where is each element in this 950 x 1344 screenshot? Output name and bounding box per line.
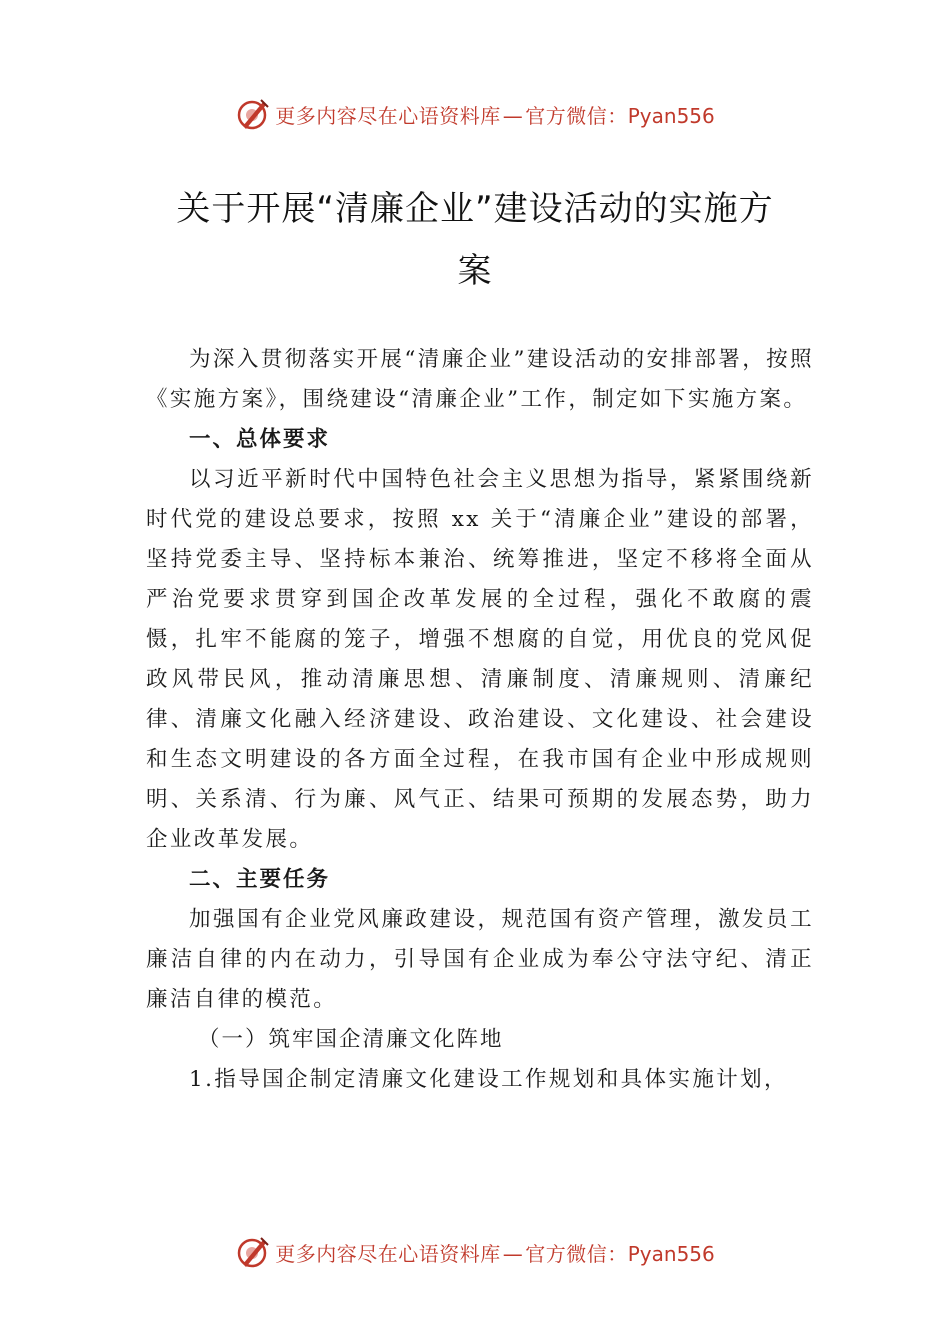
document-title-line-1: 关于开展“清廉企业”建设活动的实施方 — [176, 189, 774, 229]
document-body — [146, 340, 814, 1100]
section-1-heading: 一、总体要求 — [189, 427, 331, 452]
pen-circle-logo-icon — [235, 96, 271, 132]
banner-wechat-id: Pyan556 — [627, 103, 715, 128]
banner-wechat-label: 官方微信： — [525, 1241, 628, 1266]
section-2-heading: 二、主要任务 — [189, 867, 331, 892]
subsection-1-heading: （一）筑牢国企清廉文化阵地 — [198, 1027, 504, 1052]
section-2-paragraph: 加强国有企业党风廉政建设，规范国有资产管理，激发员工廉洁自律的内在动力，引导国有企业成为奉公守法守纪、清正廉洁自律的模范。 — [146, 907, 814, 1012]
banner-separator: — — [502, 103, 524, 128]
document-title-line-2: 案 — [457, 251, 493, 291]
intro-paragraph: 为深入贯彻落实开展“清廉企业”建设活动的安排部署，按照《实施方案》，围绕建设“清廉企业”工作，制定如下实施方案。 — [146, 347, 814, 412]
item-1-paragraph: 1.指导国企制定清廉文化建设工作规划和具体实施计划， — [189, 1067, 788, 1092]
banner-text: 更多内容尽在心语资料库 — [275, 103, 501, 128]
banner-wechat-id: Pyan556 — [627, 1241, 715, 1266]
footer-watermark-banner — [0, 1232, 950, 1272]
banner-wechat-label: 官方微信： — [525, 103, 628, 128]
banner-text: 更多内容尽在心语资料库 — [275, 1241, 501, 1266]
section-1-paragraph: 以习近平新时代中国特色社会主义思想为指导，紧紧围绕新时代党的建设总要求，按照 xx 关于“清廉企业”建设的部署，坚持党委主导、坚持标本兼治、统筹推进，坚定不移将全面从严治党要求贯穿到国企改革发展的全过程，强化不敢腐的震慑，扎牢不能腐的笼子，增强不想腐的自觉，用优良的党风促政风带民风，推动清廉思想、清廉制度、清廉规则、清廉纪律、清廉文化融入经济建设、政治建设、文化建设、社会建设和生态文明建设的各方面全过程，在我市国有企业中形成规则明、关系清、行为廉、风气正、结果可预期的发展态势，助力企业改革发展。 — [146, 467, 814, 852]
header-watermark-banner — [0, 94, 950, 134]
banner-separator: — — [502, 1241, 524, 1266]
pen-circle-logo-icon — [235, 1234, 271, 1270]
